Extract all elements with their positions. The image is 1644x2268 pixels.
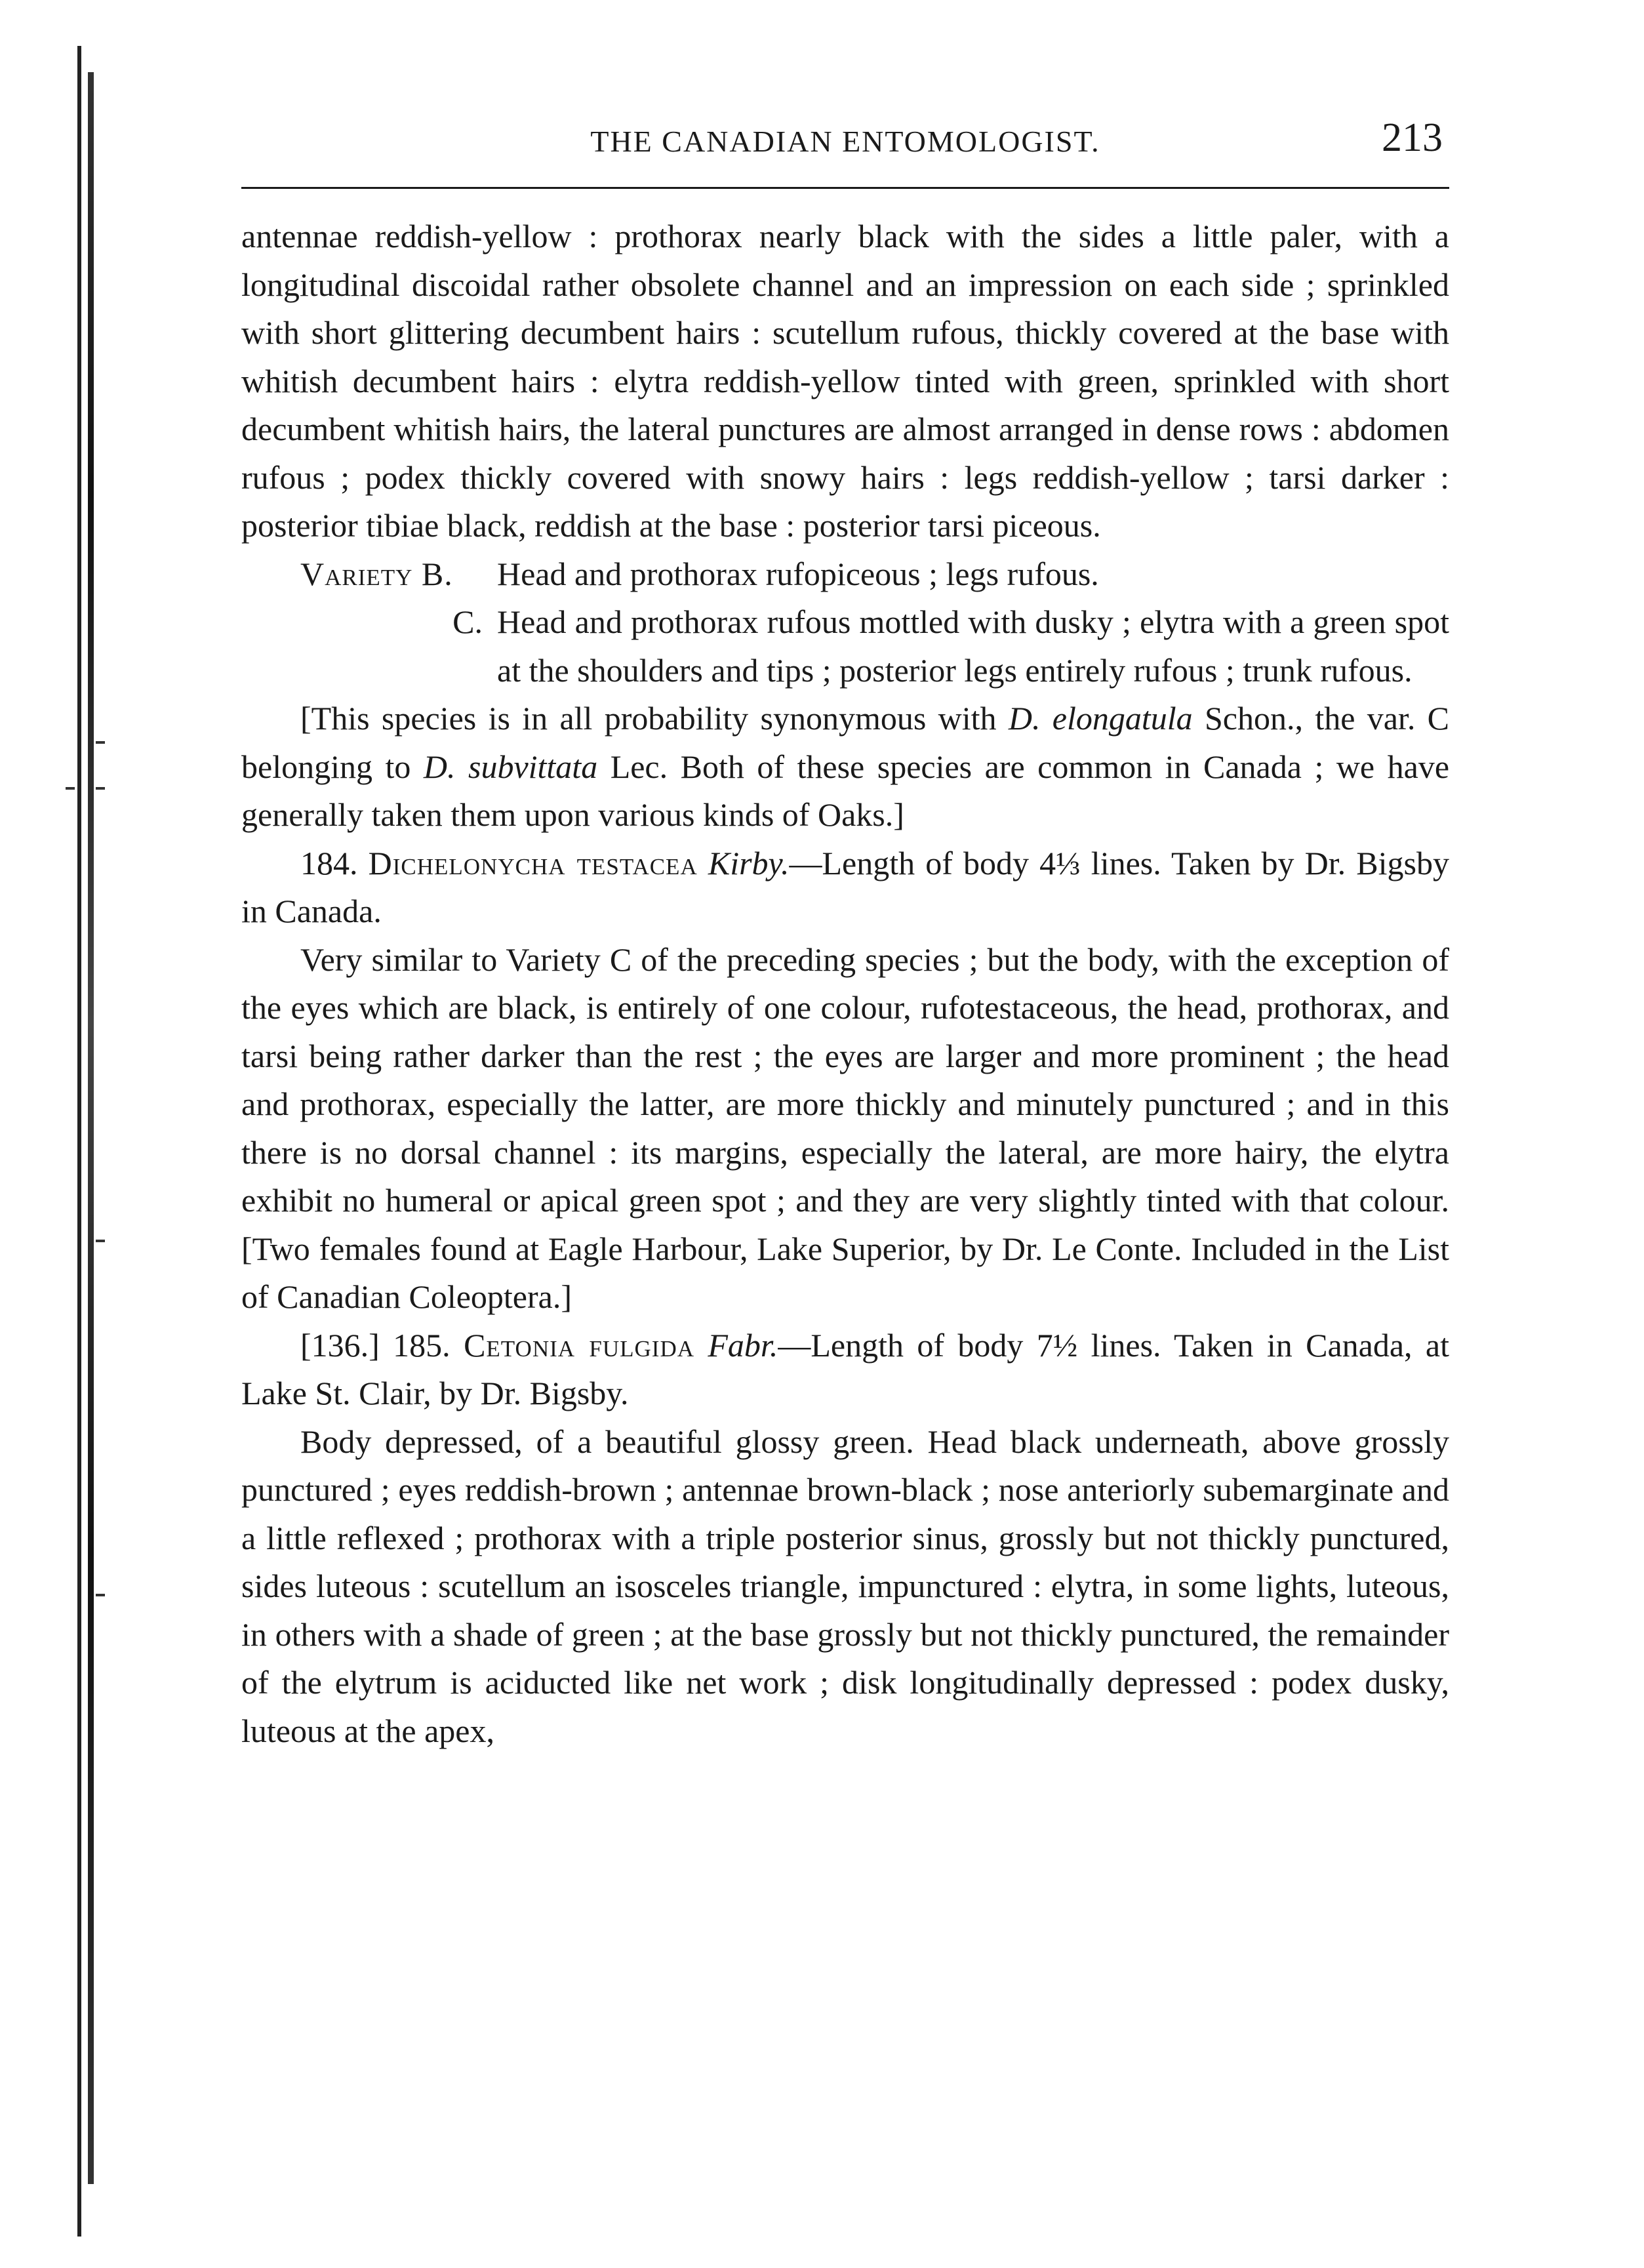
binding-mark [96,1240,105,1242]
species-name: Cetonia fulgida [464,1326,694,1364]
header-rule [241,187,1449,189]
note-text: [This species is in all probability synonymous with [300,700,1009,737]
binding-line-outer [77,46,81,2237]
variety-c-text: Head and prothorax rufous mottled with dusky ; elytra with a green spot at the shoulders and tips ; posterior legs entirely rufous ; trunk rufous. [497,603,1449,689]
running-title: THE CANADIAN ENTOMOLOGIST. [590,125,1100,158]
note-text: Schon., the var. C belonging to [241,700,1449,785]
paragraph-continued-description: antennae reddish-yellow : prothorax nearly black with the sides a little paler, with a longitudinal discoidal rather obsolete channel and an impression on each side ; sprinkled with short glittering decumbent hairs : scutellum rufous, thickly covered at the base with whitish decumbent hairs : elytra reddish-yellow tinted with green, sprinkled with short decumbent whitish hairs, the lateral punctures are almost arranged in dense rows : abdomen rufous ; podex thickly covered with snowy hairs : legs reddish-yellow ; tarsi darker : posterior tibiae black, reddish at the base : posterior tarsi piceous. [241,218,1449,544]
species-entry-text: —Length of body 7½ lines. Taken in Canada, at Lake St. Clair, by Dr. Bigsby. [241,1326,1449,1411]
variety-b [241,550,1449,599]
species-184-description: Very similar to Variety C of the preceding species ; but the body, with the exception of the eyes which are black, is entirely of one colour, rufotestaceous, the head, prothorax, and tarsi being rather darker than the rest ; the eyes are larger and more prominent ; the head and prothorax, especially the latter, are more thickly and minutely punctured ; and in this there is no dorsal channel : its margins, especially the lateral, are more hairy, the elytra exhibit no humeral or apical green spot ; and they are very slightly tinted with that colour. [Two females found at Eagle Harbour, Lake Superior, by Dr. Le Conte. Included in the List of Canadian Coleoptera.] [241,941,1449,1315]
species-number: 184. [300,844,369,881]
species-number: [136.] 185. [300,1326,464,1364]
binding-line-inner [88,72,94,2184]
binding-mark [96,1594,105,1596]
binding-mark [96,741,105,744]
species-185-description: Body depressed, of a beautiful glossy green. Head black underneath, above grossly punctured ; eyes reddish-brown ; antennae brown-black ; nose anteriorly subemarginate and a little reflexed ; prothorax with a triple posterior sinus, grossly but not thickly punctured, sides luteous : scutellum an isosceles triangle, impunctured : elytra, in some lights, luteous, in others with a shade of green ; at the base grossly but not thickly punctured, the remainder of the elytrum is aciducted like net work ; disk longitudinally depressed : podex dusky, luteous at the apex, [241,1423,1449,1749]
species-185-entry [241,1322,1449,1418]
running-head [241,115,1449,187]
species-author: Fabr. [708,1326,778,1364]
species-name: D. subvittata [423,748,598,785]
page [241,115,1449,1755]
binding-mark [96,787,105,790]
species-name: D. elongatula [1008,700,1193,737]
body-text [241,213,1449,1755]
binding-edge [71,46,101,2237]
note-text: Lec. Both of these species are common in Canada ; we have generally taken them upon various kinds of Oaks.] [241,748,1450,833]
species-entry-text: —Length of body 4⅓ lines. Taken by Dr. Bigsby in Canada. [241,844,1449,929]
species-name: Dichelonycha testacea [368,844,698,881]
binding-mark [66,787,75,790]
paragraph-synonymy-note [241,695,1449,840]
species-author: Kirby. [708,844,790,881]
variety-c [241,598,1449,695]
variety-c-label: C. [452,603,483,640]
variety-b-label: Variety B. [300,555,453,592]
species-184-entry [241,840,1449,936]
page-number: 213 [1382,115,1443,160]
variety-b-text: Head and prothorax rufopiceous ; legs rufous. [497,555,1099,592]
